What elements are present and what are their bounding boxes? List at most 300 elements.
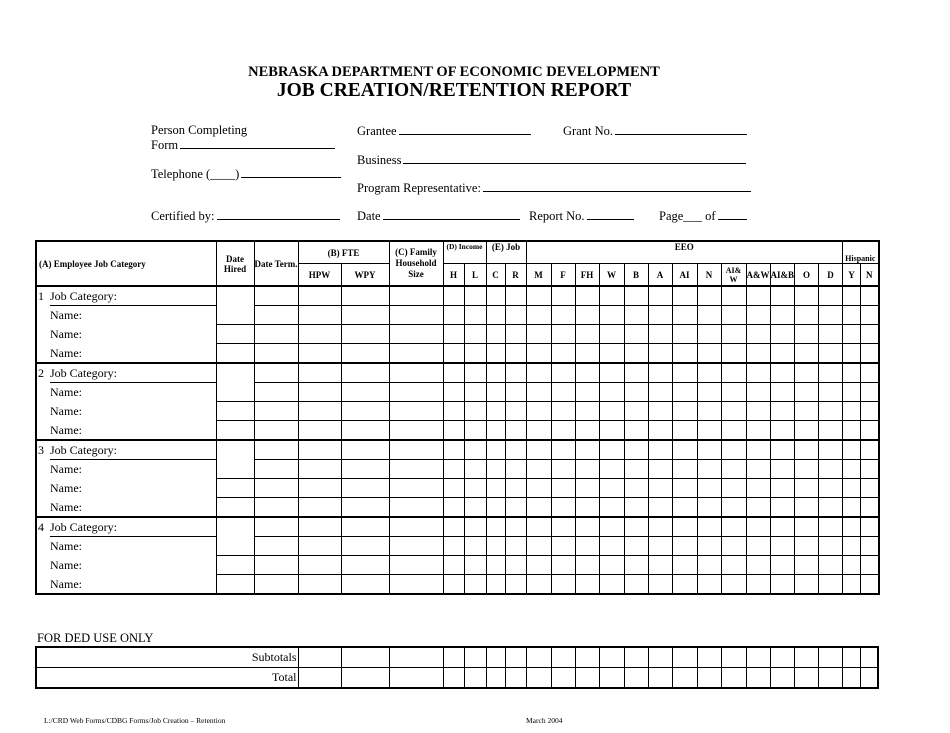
date-hired-cell[interactable] — [216, 363, 254, 402]
data-cell[interactable] — [575, 537, 599, 556]
subtotal-cell[interactable] — [794, 647, 818, 668]
date-field[interactable] — [357, 208, 520, 224]
subtotal-cell[interactable] — [526, 668, 551, 689]
subtotal-cell[interactable] — [505, 647, 526, 668]
grantee-field[interactable] — [357, 123, 531, 139]
data-cell[interactable] — [770, 575, 795, 595]
date-hired-cell[interactable] — [216, 325, 254, 344]
data-cell[interactable] — [795, 402, 819, 421]
data-cell[interactable] — [575, 575, 599, 595]
data-cell[interactable] — [770, 537, 795, 556]
data-cell[interactable] — [443, 325, 464, 344]
data-cell[interactable] — [486, 402, 505, 421]
data-cell[interactable] — [389, 383, 443, 402]
data-cell[interactable] — [389, 363, 443, 383]
data-cell[interactable] — [486, 460, 505, 479]
data-cell[interactable] — [486, 537, 505, 556]
data-cell[interactable] — [721, 344, 746, 364]
data-cell[interactable] — [746, 325, 770, 344]
data-cell[interactable] — [505, 383, 526, 402]
data-cell[interactable] — [298, 479, 341, 498]
data-cell[interactable] — [843, 460, 861, 479]
data-cell[interactable] — [672, 575, 697, 595]
data-cell[interactable] — [770, 402, 795, 421]
data-cell[interactable] — [746, 517, 770, 537]
subtotal-cell[interactable] — [842, 668, 860, 689]
data-cell[interactable] — [672, 556, 697, 575]
data-cell[interactable] — [443, 517, 464, 537]
data-cell[interactable] — [551, 537, 575, 556]
data-cell[interactable] — [672, 306, 697, 325]
data-cell[interactable] — [505, 460, 526, 479]
data-cell[interactable] — [486, 479, 505, 498]
subtotal-cell[interactable] — [672, 647, 697, 668]
data-cell[interactable] — [464, 325, 486, 344]
data-cell[interactable] — [746, 363, 770, 383]
data-cell[interactable] — [672, 383, 697, 402]
data-cell[interactable] — [819, 498, 843, 518]
data-cell[interactable] — [341, 286, 389, 306]
subtotal-cell[interactable] — [341, 647, 389, 668]
data-cell[interactable] — [861, 440, 879, 460]
data-cell[interactable] — [795, 440, 819, 460]
data-cell[interactable] — [551, 556, 575, 575]
data-cell[interactable] — [551, 325, 575, 344]
data-cell[interactable] — [551, 286, 575, 306]
data-cell[interactable] — [861, 383, 879, 402]
data-cell[interactable] — [526, 575, 551, 595]
data-cell[interactable] — [843, 306, 861, 325]
business-field[interactable] — [357, 152, 746, 168]
data-cell[interactable] — [672, 517, 697, 537]
data-cell[interactable] — [464, 383, 486, 402]
data-cell[interactable] — [599, 344, 624, 364]
subtotal-cell[interactable] — [599, 668, 624, 689]
subtotal-cell[interactable] — [298, 647, 341, 668]
data-cell[interactable] — [298, 556, 341, 575]
data-cell[interactable] — [551, 498, 575, 518]
date-hired-cell[interactable] — [216, 421, 254, 441]
data-cell[interactable] — [389, 517, 443, 537]
data-cell[interactable] — [575, 440, 599, 460]
data-cell[interactable] — [746, 556, 770, 575]
data-cell[interactable] — [443, 402, 464, 421]
report-no-field[interactable] — [529, 208, 634, 224]
data-cell[interactable] — [843, 383, 861, 402]
data-cell[interactable] — [648, 383, 672, 402]
data-cell[interactable] — [341, 421, 389, 441]
data-cell[interactable] — [254, 537, 298, 556]
data-cell[interactable] — [551, 363, 575, 383]
employee-name-cell[interactable] — [36, 383, 216, 402]
job-category-cell[interactable] — [36, 363, 216, 383]
data-cell[interactable] — [599, 498, 624, 518]
data-cell[interactable] — [505, 325, 526, 344]
data-cell[interactable] — [861, 286, 879, 306]
data-cell[interactable] — [575, 325, 599, 344]
data-cell[interactable] — [624, 363, 648, 383]
data-cell[interactable] — [599, 479, 624, 498]
data-cell[interactable] — [795, 344, 819, 364]
data-cell[interactable] — [551, 402, 575, 421]
data-cell[interactable] — [721, 575, 746, 595]
data-cell[interactable] — [551, 575, 575, 595]
date-hired-cell[interactable] — [216, 479, 254, 498]
data-cell[interactable] — [389, 479, 443, 498]
subtotal-cell[interactable] — [341, 668, 389, 689]
data-cell[interactable] — [254, 286, 298, 306]
date-hired-cell[interactable] — [216, 556, 254, 575]
data-cell[interactable] — [599, 286, 624, 306]
data-cell[interactable] — [341, 440, 389, 460]
data-cell[interactable] — [575, 344, 599, 364]
data-cell[interactable] — [254, 440, 298, 460]
data-cell[interactable] — [599, 421, 624, 441]
data-cell[interactable] — [672, 402, 697, 421]
data-cell[interactable] — [505, 556, 526, 575]
data-cell[interactable] — [341, 363, 389, 383]
data-cell[interactable] — [341, 325, 389, 344]
data-cell[interactable] — [599, 556, 624, 575]
data-cell[interactable] — [819, 556, 843, 575]
subtotal-cell[interactable] — [860, 647, 878, 668]
data-cell[interactable] — [648, 402, 672, 421]
job-category-cell[interactable] — [36, 517, 216, 537]
subtotal-cell[interactable] — [486, 668, 505, 689]
data-cell[interactable] — [551, 517, 575, 537]
data-cell[interactable] — [795, 498, 819, 518]
data-cell[interactable] — [843, 498, 861, 518]
data-cell[interactable] — [721, 325, 746, 344]
data-cell[interactable] — [672, 498, 697, 518]
data-cell[interactable] — [486, 575, 505, 595]
data-cell[interactable] — [551, 344, 575, 364]
data-cell[interactable] — [672, 440, 697, 460]
data-cell[interactable] — [505, 344, 526, 364]
data-cell[interactable] — [341, 517, 389, 537]
employee-name-cell[interactable] — [36, 306, 216, 325]
employee-name-cell[interactable] — [36, 460, 216, 479]
data-cell[interactable] — [486, 383, 505, 402]
data-cell[interactable] — [624, 440, 648, 460]
data-cell[interactable] — [443, 479, 464, 498]
data-cell[interactable] — [443, 575, 464, 595]
data-cell[interactable] — [672, 286, 697, 306]
subtotal-cell[interactable] — [746, 668, 770, 689]
date-hired-cell[interactable] — [216, 517, 254, 556]
data-cell[interactable] — [697, 517, 721, 537]
data-cell[interactable] — [648, 325, 672, 344]
subtotal-cell[interactable] — [721, 647, 746, 668]
data-cell[interactable] — [486, 286, 505, 306]
data-cell[interactable] — [575, 556, 599, 575]
data-cell[interactable] — [861, 537, 879, 556]
data-cell[interactable] — [551, 479, 575, 498]
data-cell[interactable] — [861, 402, 879, 421]
data-cell[interactable] — [843, 517, 861, 537]
data-cell[interactable] — [298, 383, 341, 402]
data-cell[interactable] — [721, 556, 746, 575]
data-cell[interactable] — [389, 421, 443, 441]
data-cell[interactable] — [486, 421, 505, 441]
data-cell[interactable] — [298, 440, 341, 460]
data-cell[interactable] — [861, 421, 879, 441]
data-cell[interactable] — [697, 383, 721, 402]
data-cell[interactable] — [770, 479, 795, 498]
data-cell[interactable] — [464, 556, 486, 575]
data-cell[interactable] — [575, 306, 599, 325]
data-cell[interactable] — [843, 344, 861, 364]
data-cell[interactable] — [795, 421, 819, 441]
subtotal-cell[interactable] — [464, 647, 486, 668]
date-hired-cell[interactable] — [216, 498, 254, 518]
data-cell[interactable] — [389, 344, 443, 364]
date-hired-cell[interactable] — [216, 402, 254, 421]
subtotal-cell[interactable] — [551, 668, 575, 689]
data-cell[interactable] — [505, 306, 526, 325]
data-cell[interactable] — [575, 363, 599, 383]
data-cell[interactable] — [697, 440, 721, 460]
data-cell[interactable] — [443, 363, 464, 383]
data-cell[interactable] — [464, 421, 486, 441]
data-cell[interactable] — [486, 325, 505, 344]
data-cell[interactable] — [526, 440, 551, 460]
data-cell[interactable] — [254, 460, 298, 479]
data-cell[interactable] — [672, 537, 697, 556]
page-field[interactable] — [659, 208, 747, 224]
data-cell[interactable] — [770, 306, 795, 325]
data-cell[interactable] — [254, 363, 298, 383]
data-cell[interactable] — [672, 325, 697, 344]
data-cell[interactable] — [298, 325, 341, 344]
data-cell[interactable] — [697, 498, 721, 518]
data-cell[interactable] — [819, 306, 843, 325]
data-cell[interactable] — [861, 363, 879, 383]
data-cell[interactable] — [819, 460, 843, 479]
data-cell[interactable] — [298, 363, 341, 383]
data-cell[interactable] — [599, 575, 624, 595]
employee-name-cell[interactable] — [36, 575, 216, 595]
data-cell[interactable] — [697, 363, 721, 383]
data-cell[interactable] — [819, 440, 843, 460]
data-cell[interactable] — [624, 421, 648, 441]
data-cell[interactable] — [298, 306, 341, 325]
data-cell[interactable] — [648, 421, 672, 441]
subtotal-cell[interactable] — [599, 647, 624, 668]
subtotal-cell[interactable] — [697, 647, 721, 668]
data-cell[interactable] — [526, 306, 551, 325]
data-cell[interactable] — [697, 556, 721, 575]
data-cell[interactable] — [697, 344, 721, 364]
data-cell[interactable] — [254, 517, 298, 537]
data-cell[interactable] — [551, 421, 575, 441]
subtotal-cell[interactable] — [794, 668, 818, 689]
data-cell[interactable] — [505, 286, 526, 306]
data-cell[interactable] — [721, 286, 746, 306]
data-cell[interactable] — [624, 383, 648, 402]
data-cell[interactable] — [746, 460, 770, 479]
data-cell[interactable] — [770, 440, 795, 460]
data-cell[interactable] — [721, 402, 746, 421]
data-cell[interactable] — [843, 286, 861, 306]
data-cell[interactable] — [697, 325, 721, 344]
data-cell[interactable] — [526, 363, 551, 383]
data-cell[interactable] — [746, 306, 770, 325]
data-cell[interactable] — [819, 363, 843, 383]
data-cell[interactable] — [486, 363, 505, 383]
subtotal-cell[interactable] — [746, 647, 770, 668]
employee-name-cell[interactable] — [36, 556, 216, 575]
data-cell[interactable] — [770, 286, 795, 306]
data-cell[interactable] — [389, 325, 443, 344]
data-cell[interactable] — [389, 402, 443, 421]
data-cell[interactable] — [746, 498, 770, 518]
data-cell[interactable] — [648, 517, 672, 537]
data-cell[interactable] — [861, 325, 879, 344]
subtotal-cell[interactable] — [860, 668, 878, 689]
data-cell[interactable] — [672, 479, 697, 498]
data-cell[interactable] — [795, 306, 819, 325]
data-cell[interactable] — [861, 575, 879, 595]
subtotal-cell[interactable] — [575, 647, 599, 668]
data-cell[interactable] — [526, 498, 551, 518]
data-cell[interactable] — [861, 479, 879, 498]
data-cell[interactable] — [819, 479, 843, 498]
employee-name-cell[interactable] — [36, 344, 216, 364]
data-cell[interactable] — [624, 460, 648, 479]
data-cell[interactable] — [819, 537, 843, 556]
data-cell[interactable] — [843, 363, 861, 383]
data-cell[interactable] — [721, 383, 746, 402]
data-cell[interactable] — [551, 460, 575, 479]
data-cell[interactable] — [486, 498, 505, 518]
data-cell[interactable] — [443, 344, 464, 364]
employee-name-cell[interactable] — [36, 479, 216, 498]
data-cell[interactable] — [551, 306, 575, 325]
data-cell[interactable] — [298, 421, 341, 441]
data-cell[interactable] — [464, 402, 486, 421]
data-cell[interactable] — [505, 575, 526, 595]
data-cell[interactable] — [389, 286, 443, 306]
data-cell[interactable] — [298, 402, 341, 421]
data-cell[interactable] — [819, 286, 843, 306]
date-hired-cell[interactable] — [216, 286, 254, 325]
data-cell[interactable] — [526, 556, 551, 575]
employee-name-cell[interactable] — [36, 402, 216, 421]
data-cell[interactable] — [443, 537, 464, 556]
data-cell[interactable] — [599, 402, 624, 421]
data-cell[interactable] — [648, 498, 672, 518]
data-cell[interactable] — [770, 344, 795, 364]
data-cell[interactable] — [254, 421, 298, 441]
data-cell[interactable] — [819, 325, 843, 344]
grant-no-field[interactable] — [563, 123, 747, 139]
program-rep-field[interactable] — [357, 180, 751, 196]
subtotal-cell[interactable] — [624, 647, 648, 668]
data-cell[interactable] — [443, 286, 464, 306]
subtotal-cell[interactable] — [842, 647, 860, 668]
data-cell[interactable] — [389, 556, 443, 575]
data-cell[interactable] — [389, 498, 443, 518]
data-cell[interactable] — [341, 306, 389, 325]
subtotal-cell[interactable] — [672, 668, 697, 689]
employee-name-cell[interactable] — [36, 537, 216, 556]
data-cell[interactable] — [464, 498, 486, 518]
data-cell[interactable] — [861, 344, 879, 364]
data-cell[interactable] — [341, 537, 389, 556]
data-cell[interactable] — [526, 537, 551, 556]
data-cell[interactable] — [721, 517, 746, 537]
data-cell[interactable] — [843, 402, 861, 421]
person-completing-field[interactable] — [151, 137, 335, 153]
data-cell[interactable] — [254, 306, 298, 325]
job-category-cell[interactable] — [36, 440, 216, 460]
data-cell[interactable] — [526, 325, 551, 344]
data-cell[interactable] — [505, 517, 526, 537]
data-cell[interactable] — [624, 344, 648, 364]
data-cell[interactable] — [697, 286, 721, 306]
data-cell[interactable] — [672, 421, 697, 441]
data-cell[interactable] — [770, 498, 795, 518]
data-cell[interactable] — [599, 383, 624, 402]
data-cell[interactable] — [599, 306, 624, 325]
data-cell[interactable] — [389, 306, 443, 325]
data-cell[interactable] — [254, 575, 298, 595]
data-cell[interactable] — [861, 556, 879, 575]
data-cell[interactable] — [443, 383, 464, 402]
data-cell[interactable] — [624, 537, 648, 556]
data-cell[interactable] — [505, 537, 526, 556]
data-cell[interactable] — [648, 306, 672, 325]
data-cell[interactable] — [672, 363, 697, 383]
data-cell[interactable] — [575, 479, 599, 498]
data-cell[interactable] — [298, 537, 341, 556]
data-cell[interactable] — [575, 498, 599, 518]
data-cell[interactable] — [298, 460, 341, 479]
data-cell[interactable] — [505, 498, 526, 518]
data-cell[interactable] — [843, 556, 861, 575]
data-cell[interactable] — [341, 498, 389, 518]
data-cell[interactable] — [770, 325, 795, 344]
data-cell[interactable] — [795, 517, 819, 537]
data-cell[interactable] — [486, 344, 505, 364]
data-cell[interactable] — [795, 363, 819, 383]
data-cell[interactable] — [843, 575, 861, 595]
employee-name-cell[interactable] — [36, 498, 216, 518]
data-cell[interactable] — [575, 517, 599, 537]
data-cell[interactable] — [624, 306, 648, 325]
data-cell[interactable] — [624, 556, 648, 575]
data-cell[interactable] — [843, 440, 861, 460]
data-cell[interactable] — [697, 575, 721, 595]
data-cell[interactable] — [464, 344, 486, 364]
data-cell[interactable] — [341, 479, 389, 498]
data-cell[interactable] — [843, 479, 861, 498]
data-cell[interactable] — [697, 460, 721, 479]
data-cell[interactable] — [526, 344, 551, 364]
data-cell[interactable] — [843, 421, 861, 441]
data-cell[interactable] — [486, 440, 505, 460]
data-cell[interactable] — [624, 517, 648, 537]
data-cell[interactable] — [746, 479, 770, 498]
date-hired-cell[interactable] — [216, 344, 254, 364]
data-cell[interactable] — [697, 537, 721, 556]
data-cell[interactable] — [526, 402, 551, 421]
subtotal-cell[interactable] — [818, 647, 842, 668]
employee-name-cell[interactable] — [36, 325, 216, 344]
subtotal-cell[interactable] — [526, 647, 551, 668]
data-cell[interactable] — [551, 383, 575, 402]
